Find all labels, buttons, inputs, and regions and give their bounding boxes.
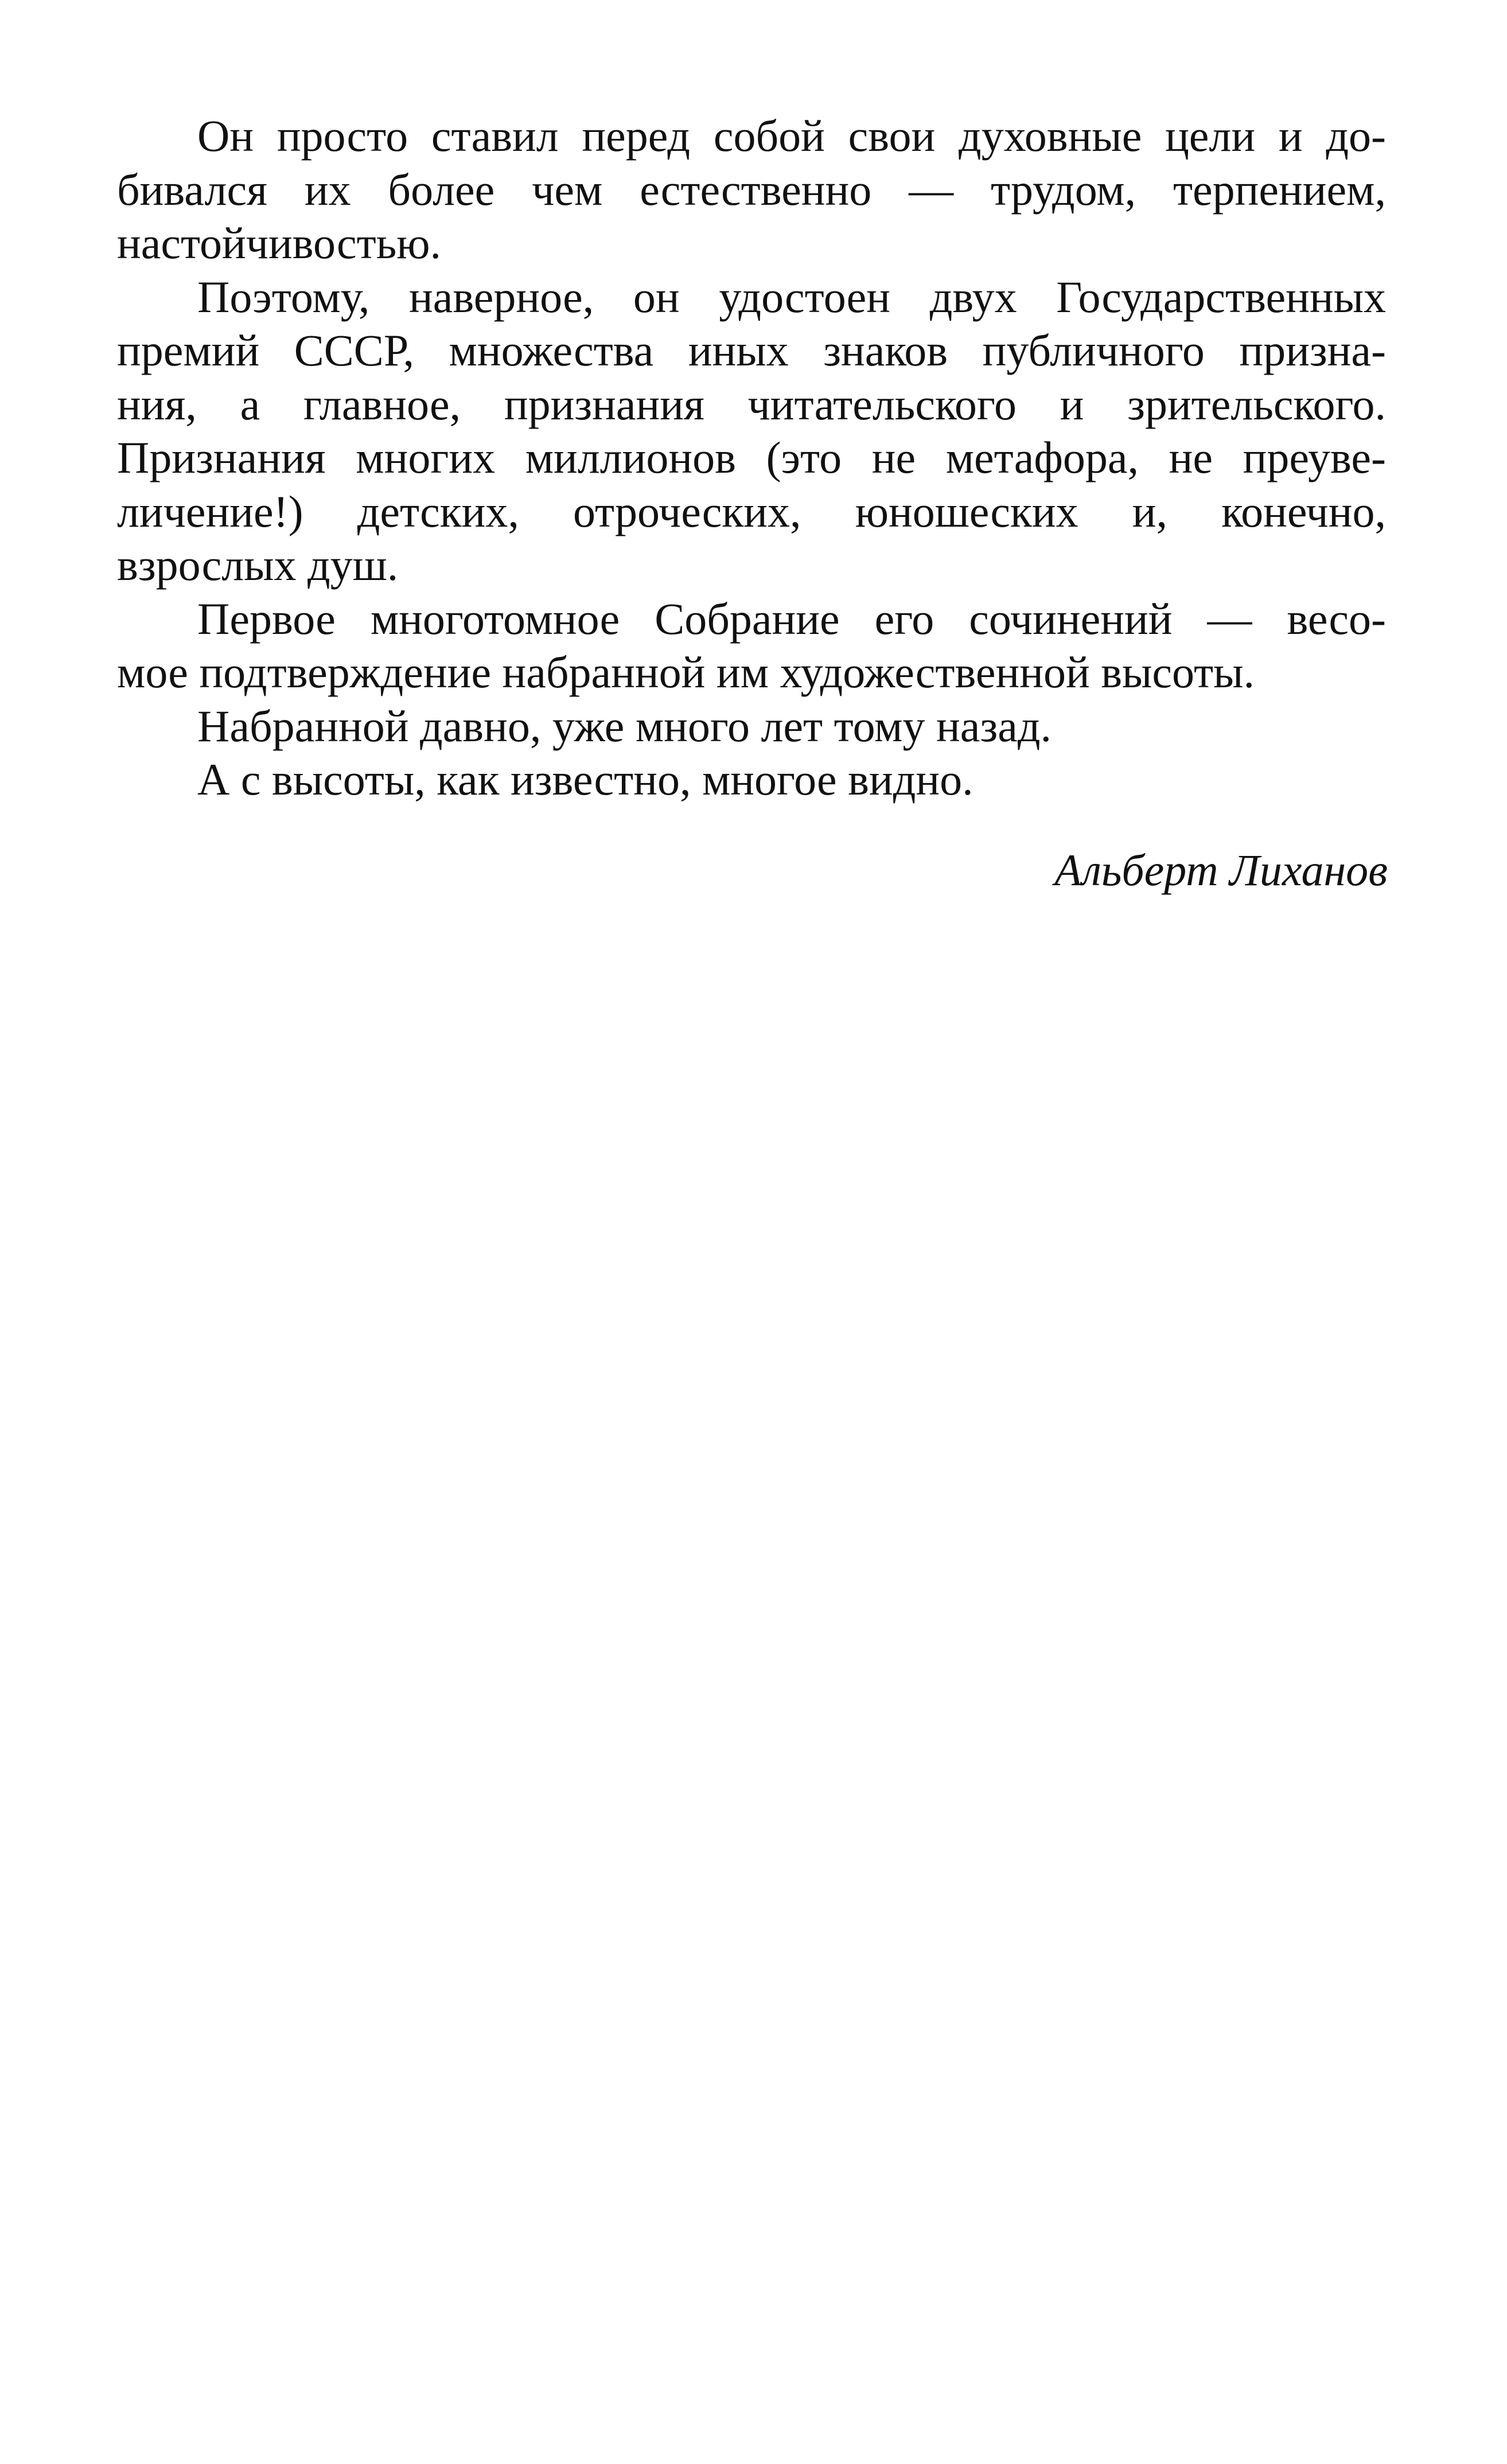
text-line: взрослых душ. [117, 540, 399, 590]
text-line: премий СССР, множества иных знаков публичного призна- [117, 325, 1386, 375]
text-line: Признания многих миллионов (это не метафора, не преуве- [117, 433, 1386, 482]
text-line: ния, а главное, признания читательского и зрительского. [117, 379, 1386, 429]
text-line: Он просто ставил перед собой свои духовные цели и до- [197, 111, 1386, 161]
body-text [117, 109, 1386, 807]
text-line: бивался их более чем естественно — трудом, терпением, [117, 164, 1386, 215]
text-line: мое подтверждение набранной им художественной высоты. [117, 647, 1255, 697]
author-signature: Альберт Лиханов [1054, 845, 1388, 895]
text-line: Поэтому, наверное, он удостоен двух Государственных [197, 271, 1386, 322]
text-line: настойчивостью. [117, 218, 442, 268]
text-line: А с высоты, как известно, многое видно. [197, 754, 973, 804]
text-line: личение!) детских, отроческих, юношеских и, конечно, [117, 486, 1386, 536]
text-line: Набранной давно, уже много лет тому назад. [197, 700, 1052, 751]
text-line: Первое многотомное Собрание его сочинений — весо- [197, 593, 1386, 644]
